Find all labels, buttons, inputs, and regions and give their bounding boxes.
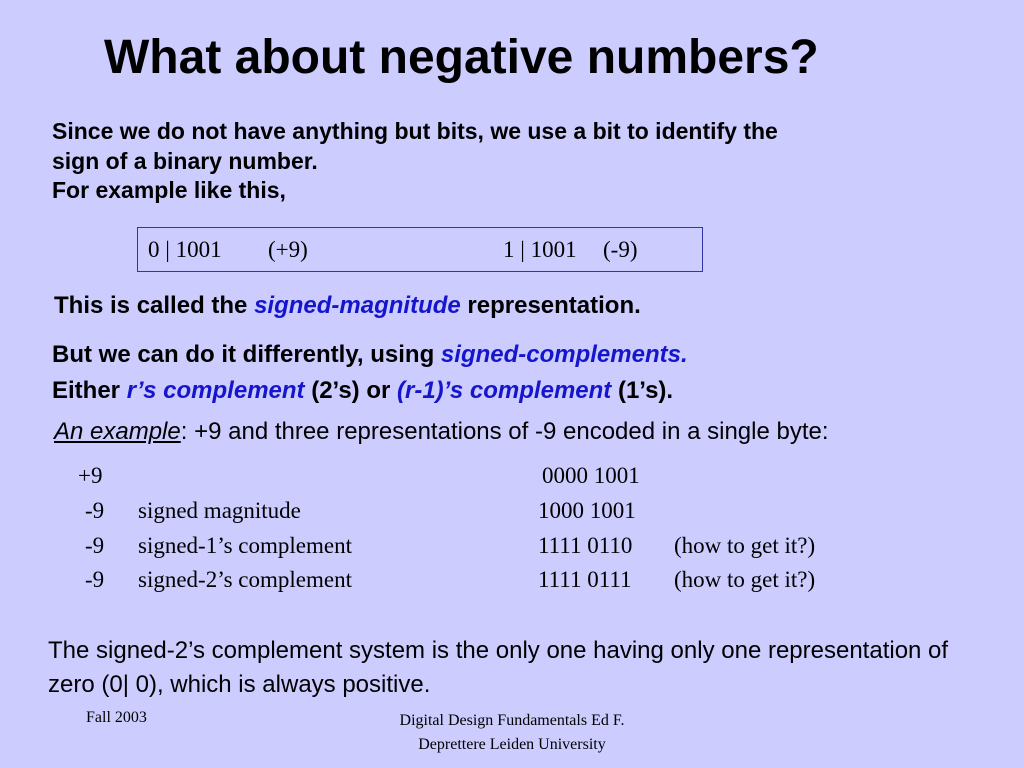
- row-3-label: signed-1’s complement: [138, 533, 352, 558]
- row-1-code: 0000 1001: [542, 463, 640, 488]
- row-3-number: -9: [85, 533, 105, 558]
- complements-prefix: But we can do it differently, using: [52, 341, 441, 368]
- row-4-number: -9: [85, 567, 105, 592]
- complements-line-2: [52, 373, 688, 409]
- negative-value: (-9): [603, 237, 638, 262]
- row-4-note: (how to get it?): [674, 567, 816, 592]
- example-label: An example: [54, 418, 181, 445]
- row-2-number: -9: [85, 498, 105, 523]
- rs-complement-term: r’s complement: [126, 377, 305, 404]
- row-4-code: 1111 0111: [538, 567, 632, 592]
- row-2-label: signed magnitude: [138, 498, 301, 523]
- sign-bit-example-box: [137, 227, 703, 272]
- positive-value: (+9): [268, 237, 308, 262]
- footer-course-line-1: Digital Design Fundamentals Ed F.: [399, 712, 625, 729]
- intro-text: [52, 116, 778, 176]
- example-text: : +9 and three representations of -9 encoded in a single byte:: [180, 418, 829, 445]
- row-2-code: 1000 1001: [538, 498, 636, 523]
- row-1-number: +9: [78, 463, 103, 488]
- complements-period: .: [680, 341, 688, 368]
- intro-line-2: sign of a binary number.: [52, 148, 318, 174]
- complements-paragraph: [52, 337, 688, 409]
- example-heading: [54, 418, 829, 446]
- signed-magnitude-prefix: This is called the: [54, 292, 255, 319]
- intro-line-1: Since we do not have anything but bits, we use a bit to identify the: [52, 118, 778, 144]
- footer-date: Fall 2003: [86, 709, 147, 726]
- row-3-code: 1111 0110: [538, 533, 633, 558]
- either-text: Either: [52, 377, 127, 404]
- signed-magnitude-sentence: [54, 292, 641, 320]
- footer-course: [330, 709, 694, 757]
- positive-code: 0 | 1001: [148, 237, 222, 262]
- complements-line-1: [52, 337, 688, 373]
- ones-text: (1’s).: [611, 377, 674, 404]
- signed-complements-term: signed-complements: [440, 341, 681, 368]
- twos-text: (2’s) or: [304, 377, 397, 404]
- r1s-complement-term: (r-1)’s complement: [397, 377, 612, 404]
- negative-code: 1 | 1001: [503, 237, 577, 262]
- signed-magnitude-term: signed-magnitude: [254, 292, 461, 319]
- footer-course-line-2: Deprettere Leiden University: [418, 736, 606, 753]
- conclusion-text: The signed-2’s complement system is the only one having only one representation of zero (0| 0), which is always positive.: [48, 637, 949, 698]
- row-3-note: (how to get it?): [674, 533, 816, 558]
- intro-line-3: For example like this,: [52, 177, 286, 203]
- slide-title: What about negative numbers?: [104, 31, 819, 84]
- signed-magnitude-suffix: representation.: [460, 292, 641, 319]
- row-4-label: signed-2’s complement: [138, 567, 352, 592]
